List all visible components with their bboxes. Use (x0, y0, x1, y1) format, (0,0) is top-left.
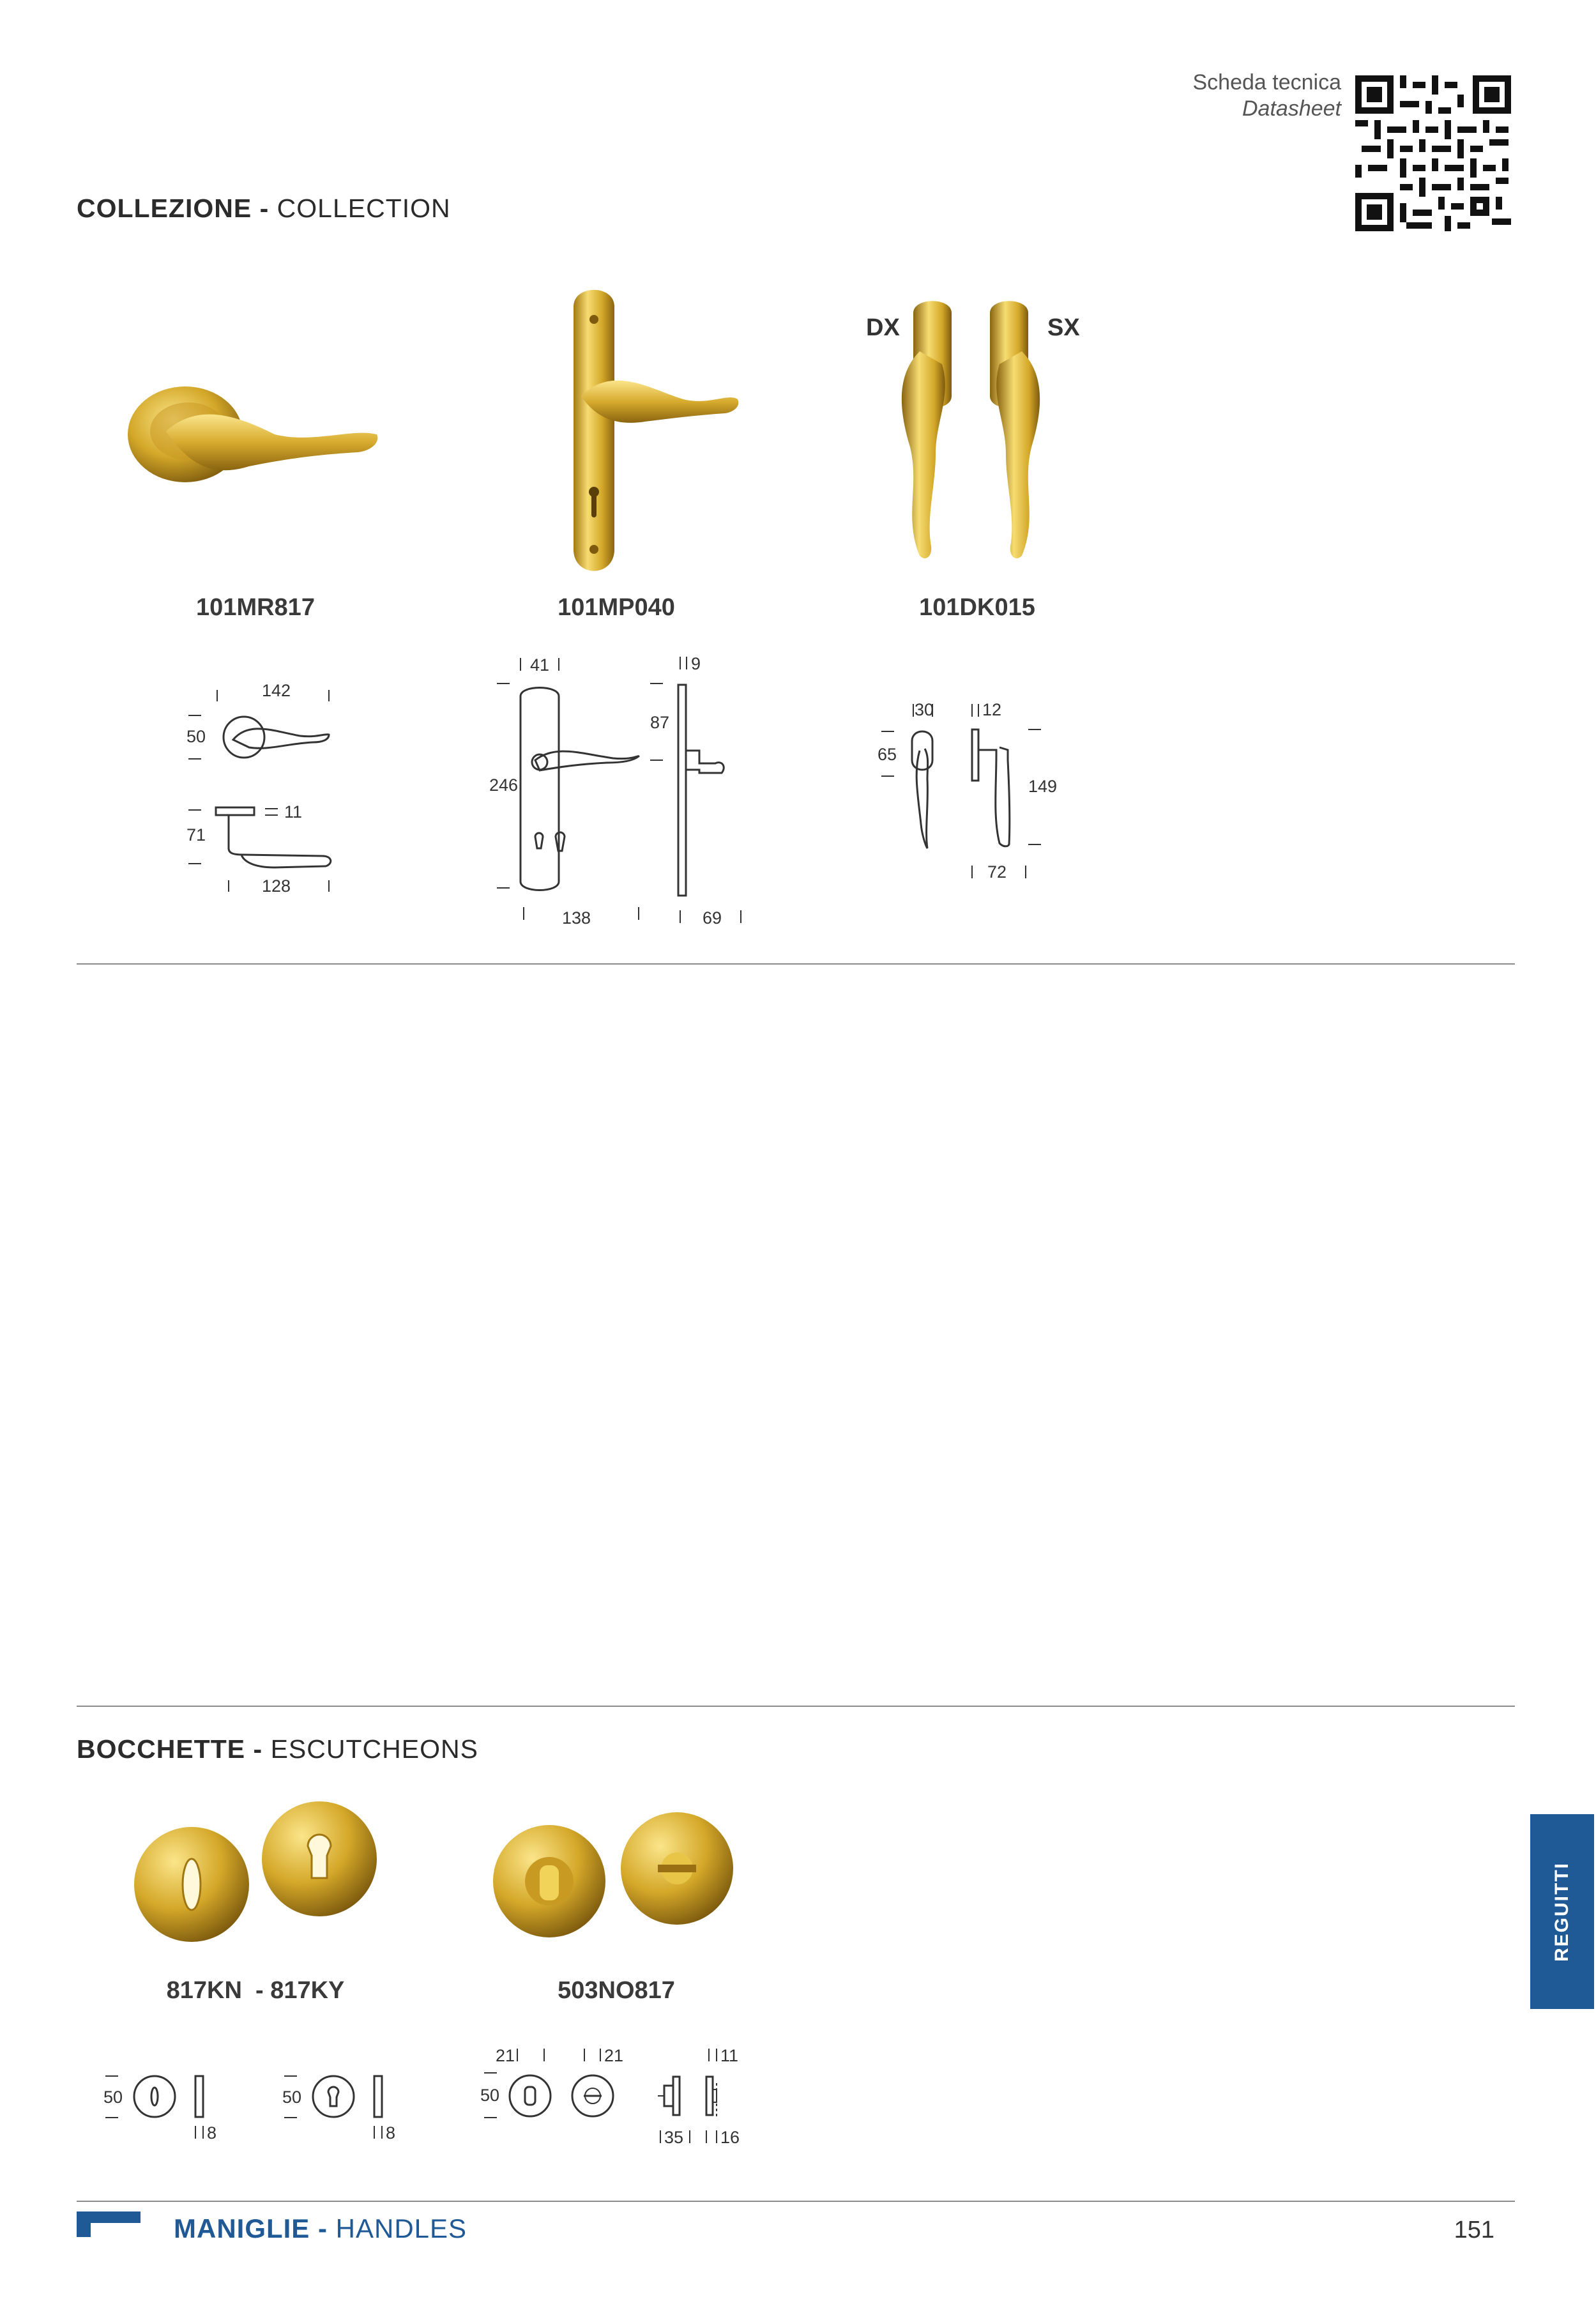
product-photo-503NO817[interactable] (485, 1801, 741, 1948)
dim-mp040-plate-thickness: 9 (691, 654, 701, 673)
escutcheons-title-light: ESCUTCHEONS (270, 1734, 478, 1764)
footer-title-light: HANDLES (335, 2213, 467, 2243)
product-tag-sx: SX (1047, 314, 1080, 341)
dim-dk015-plate: 65 (878, 745, 897, 764)
dim-817kn-diameter: 50 (103, 2088, 123, 2107)
tech-drawing-101MR817 (172, 664, 364, 907)
product-code-817KN-817KY: 817KN - 817KY (166, 1977, 345, 2004)
dim-817kn-thickness: 8 (207, 2123, 217, 2143)
qr-code[interactable] (1355, 75, 1511, 231)
dim-503no-diameter: 50 (480, 2086, 500, 2105)
section-divider-top (77, 963, 1515, 965)
brand-side-tab[interactable] (1530, 1814, 1594, 2009)
escutcheons-title-bold: BOCCHETTE - (77, 1734, 263, 1764)
tech-drawing-101MP040 (479, 645, 766, 939)
dim-503no-depth: 16 (720, 2128, 740, 2147)
dim-mr817-rose: 50 (186, 727, 206, 746)
datasheet-label (1073, 70, 1341, 121)
dim-mr817-width: 142 (262, 681, 291, 700)
footer-title-bold: MANIGLIE - (174, 2213, 328, 2243)
product-code-101MR817: 101MR817 (196, 594, 315, 621)
dim-503no-projection: 35 (664, 2128, 684, 2147)
dim-817ky-diameter: 50 (282, 2088, 302, 2107)
datasheet-label-en: Datasheet (1242, 96, 1341, 121)
collection-title-bold: COLLEZIONE - (77, 194, 270, 223)
dim-dk015-length: 149 (1028, 777, 1058, 796)
footer-section-title (174, 2213, 467, 2244)
qr-code-icon (1355, 75, 1511, 231)
page-number: 151 (1454, 2217, 1494, 2243)
escutcheons-section-title (77, 1734, 478, 1764)
section-divider-escutcheons (77, 1706, 1515, 1707)
dim-mp040-center: 87 (650, 713, 670, 732)
product-photo-101MP040[interactable] (543, 281, 754, 581)
product-photo-817KN-817KY[interactable] (128, 1795, 383, 1948)
footer-brand-logo-icon (77, 2211, 141, 2237)
dim-mr817-length: 128 (262, 876, 291, 896)
dim-mp040-plate-width: 41 (530, 655, 550, 675)
dim-dk015-width: 30 (915, 700, 934, 719)
dim-817ky-thickness: 8 (386, 2123, 396, 2143)
product-code-101DK015: 101DK015 (919, 594, 1035, 621)
product-photo-101MR817[interactable] (121, 364, 396, 492)
dim-mp040-height: 246 (489, 775, 519, 795)
tech-drawing-503NO817 (473, 2041, 766, 2150)
product-code-503NO817: 503NO817 (558, 1977, 675, 2004)
product-photo-101DK015[interactable] (881, 300, 1073, 569)
footer-divider (77, 2201, 1515, 2202)
dim-mp040-projection: 69 (703, 908, 722, 928)
tech-drawing-817KN-817KY (96, 2057, 415, 2146)
product-tag-dx: DX (866, 314, 900, 341)
collection-title-light: COLLECTION (277, 194, 451, 223)
dim-503no-knob-width: 21 (496, 2046, 515, 2065)
brand-side-tab-label: REGUITTI (1551, 1861, 1572, 1962)
dim-mp040-handle-length: 138 (562, 908, 591, 928)
tech-drawing-101DK015 (869, 696, 1086, 894)
dim-503no-release-width: 21 (604, 2046, 624, 2065)
dim-dk015-thickness: 12 (982, 700, 1002, 719)
dim-503no-plate-thickness: 11 (720, 2046, 739, 2065)
dim-dk015-projection: 72 (987, 862, 1007, 882)
datasheet-label-it: Scheda tecnica (1192, 70, 1341, 95)
collection-section-title (77, 194, 451, 224)
dim-mr817-rose-thickness: 11 (284, 802, 303, 821)
dim-mr817-depth: 71 (186, 825, 206, 844)
product-code-101MP040: 101MP040 (558, 594, 675, 621)
